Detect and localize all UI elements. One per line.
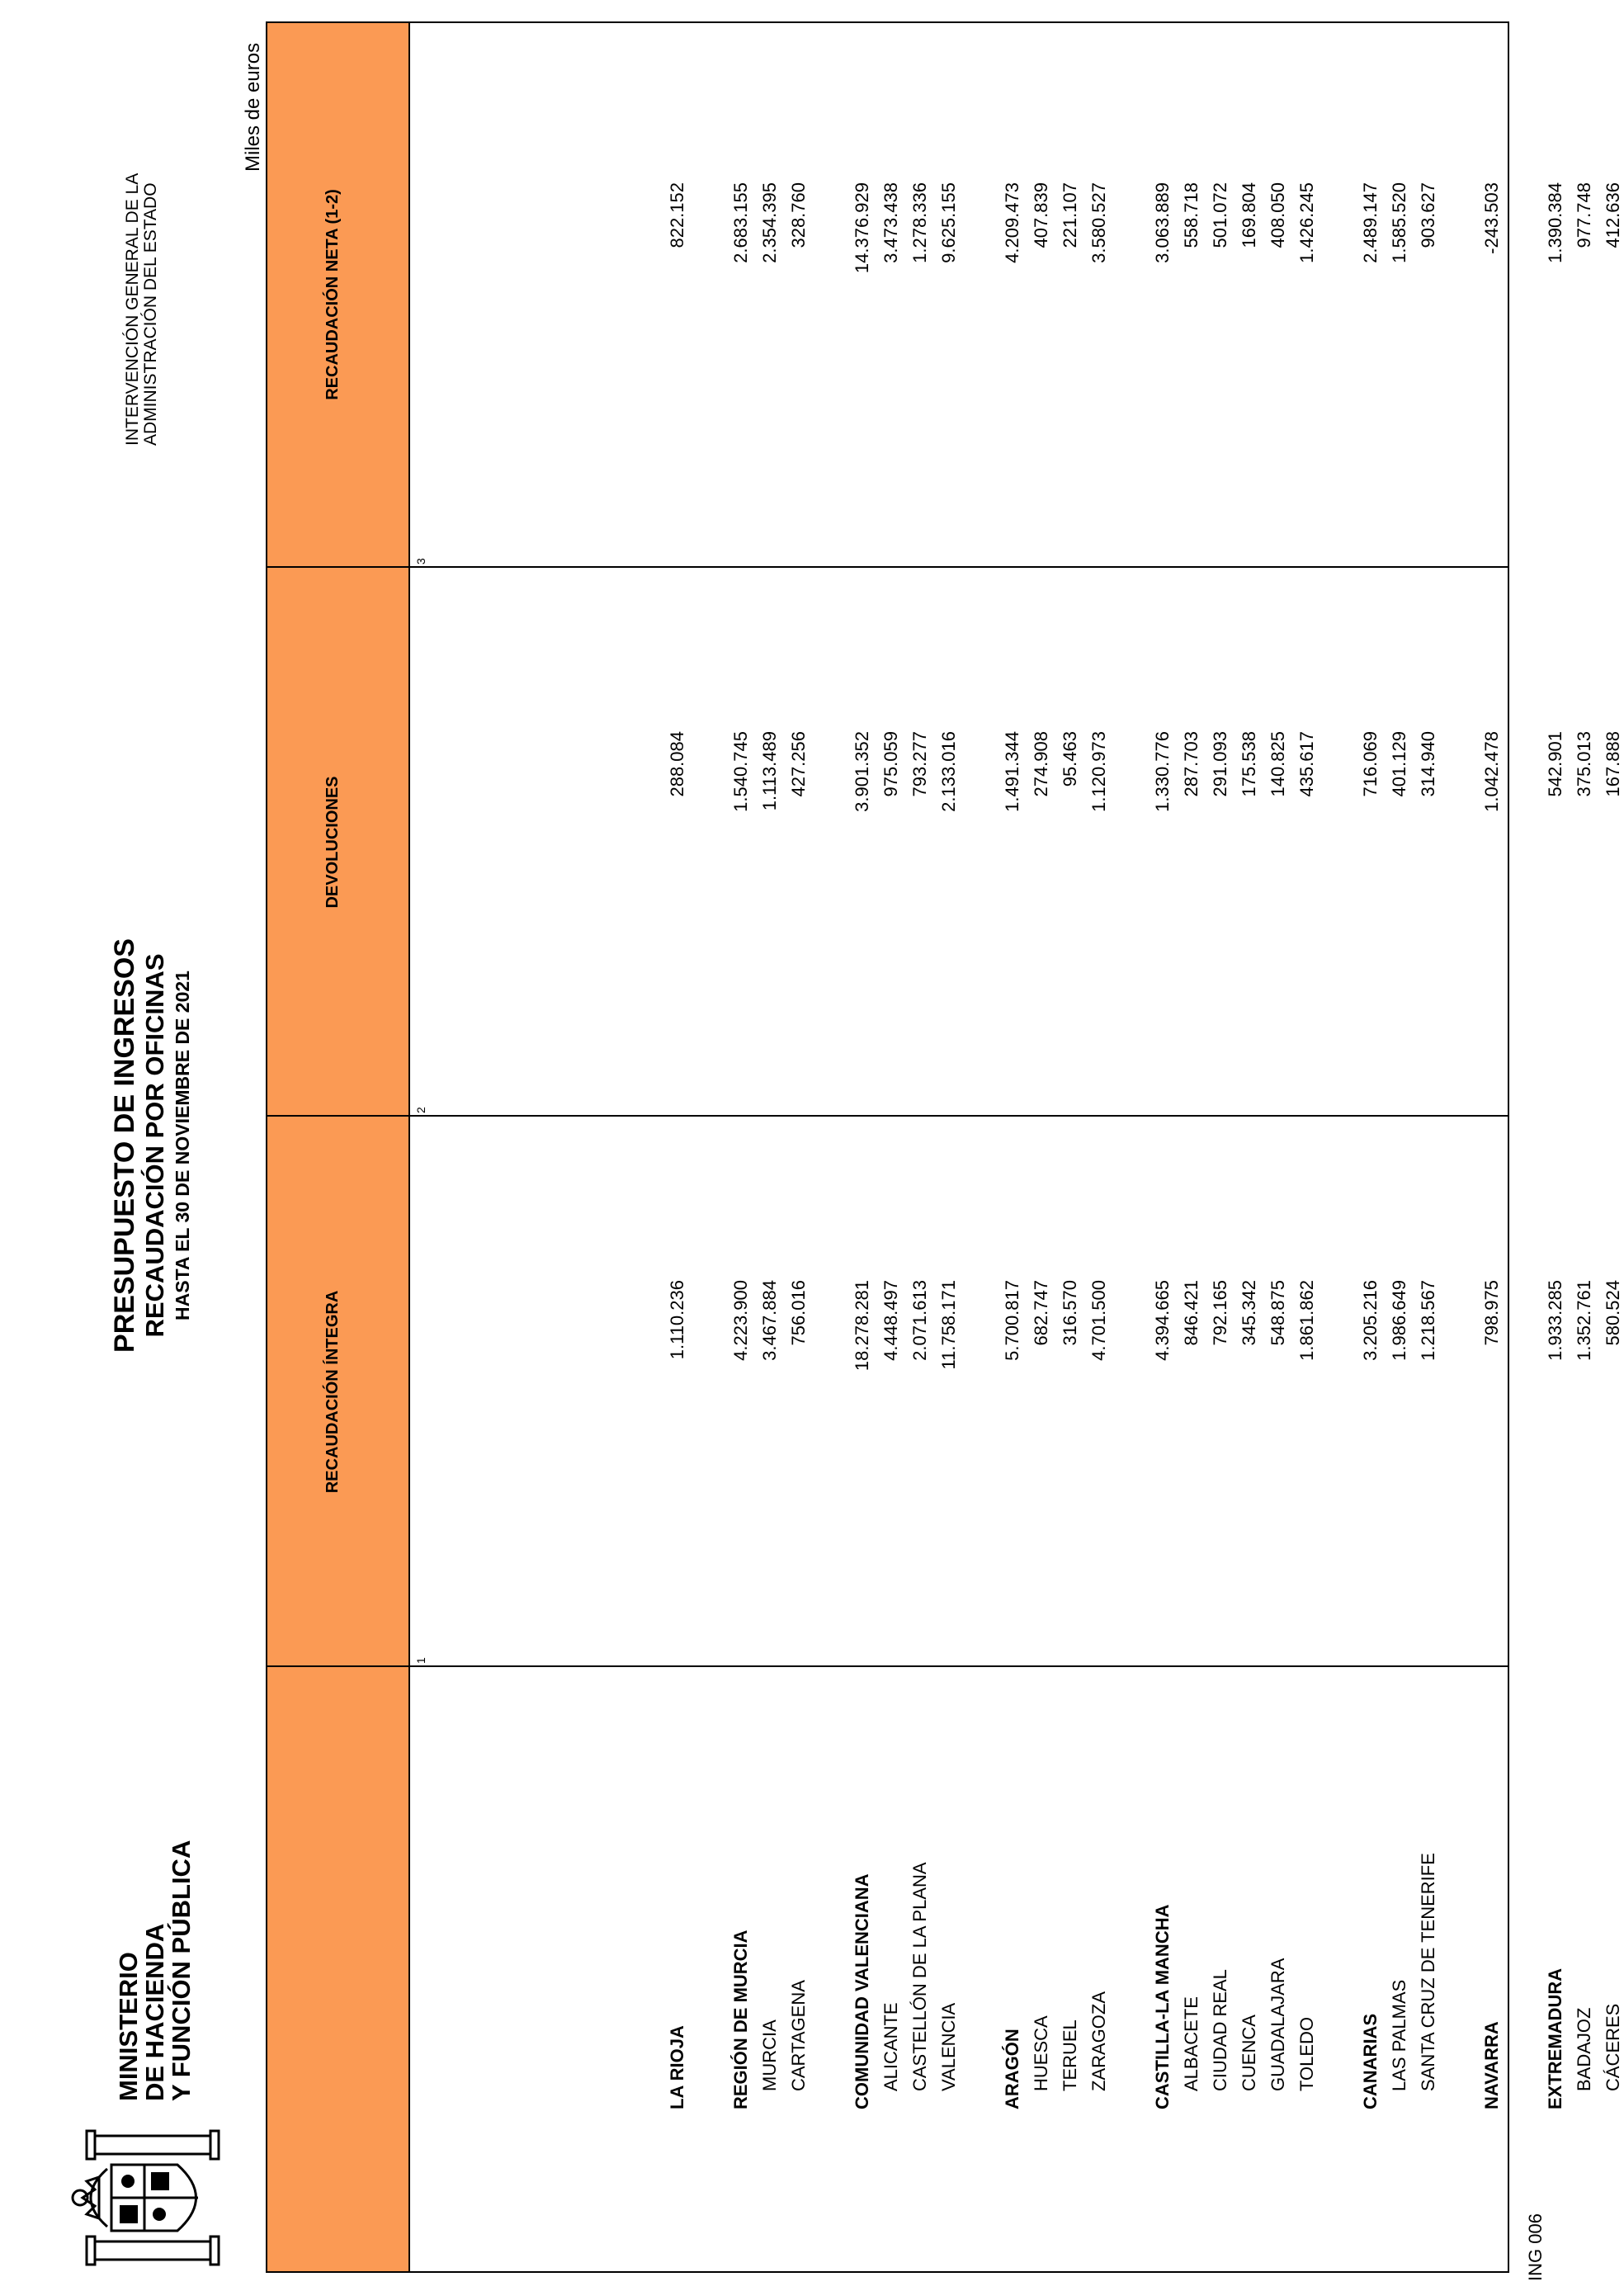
page-title: PRESUPUESTO DE INGRESOS xyxy=(109,938,140,1353)
agency-line: INTERVENCIÓN GENERAL DE LA xyxy=(123,172,142,446)
refunds-value: 288.084 xyxy=(667,731,687,797)
refunds-value: 140.825 xyxy=(1268,731,1288,797)
gross-value: 1.352.761 xyxy=(1574,1280,1594,1361)
refunds-value: 3.901.352 xyxy=(852,731,872,812)
column-number: 2 xyxy=(414,1107,427,1113)
refunds-value: 1.540.745 xyxy=(730,731,751,812)
gross-value: 580.524 xyxy=(1603,1280,1623,1346)
refunds-value: 975.059 xyxy=(880,731,901,797)
region-label: EXTREMADURA xyxy=(1545,1967,1565,2109)
net-value: 1.278.336 xyxy=(909,182,930,263)
refunds-value: 401.129 xyxy=(1389,731,1409,797)
net-value: 3.580.527 xyxy=(1088,182,1109,263)
gross-value: 316.570 xyxy=(1060,1280,1080,1346)
unit-label: Miles de euros xyxy=(242,42,264,172)
gross-value: 682.747 xyxy=(1031,1280,1051,1346)
column-header-gross: RECAUDACIÓN ÍNTEGRA xyxy=(323,1290,342,1494)
region-label: LA RIOJA xyxy=(667,2025,687,2109)
net-value: 1.390.384 xyxy=(1545,182,1565,263)
net-value: 501.072 xyxy=(1210,182,1230,248)
net-value: 822.152 xyxy=(667,182,687,248)
gross-value: 798.975 xyxy=(1481,1280,1502,1346)
region-label: REGIÓN DE MURCIA xyxy=(730,1930,751,2109)
gross-value: 1.933.285 xyxy=(1545,1280,1565,1361)
refunds-value: 427.256 xyxy=(788,731,809,797)
gross-value: 2.071.613 xyxy=(909,1280,930,1361)
net-value: 3.063.889 xyxy=(1152,182,1173,263)
net-value: 903.627 xyxy=(1418,182,1438,248)
net-value: 14.376.929 xyxy=(852,182,872,274)
refunds-value: 716.069 xyxy=(1360,731,1381,797)
page-date: HASTA EL 30 DE NOVIEMBRE DE 2021 xyxy=(172,971,193,1320)
net-value: 169.804 xyxy=(1239,182,1259,248)
office-label: CASTELLÓN DE LA PLANA xyxy=(909,1862,930,2091)
gross-value: 4.448.497 xyxy=(880,1280,901,1361)
footer-code: ING 006 xyxy=(1525,2213,1546,2281)
ministry-line: Y FUNCIÓN PÚBLICA xyxy=(167,1840,196,2101)
column-divider xyxy=(266,566,1509,568)
region-label: NAVARRA xyxy=(1481,2021,1502,2109)
net-value: 977.748 xyxy=(1574,182,1594,248)
column-divider xyxy=(266,1665,1509,1667)
gross-value: 345.342 xyxy=(1239,1280,1259,1346)
office-label: MURCIA xyxy=(759,2019,780,2091)
office-label: ZARAGOZA xyxy=(1088,1991,1109,2091)
net-value: 328.760 xyxy=(788,182,809,248)
net-value: 407.839 xyxy=(1031,182,1051,248)
gross-value: 3.205.216 xyxy=(1360,1280,1381,1361)
office-label: ALBACETE xyxy=(1181,1996,1201,2091)
refunds-value: 274.908 xyxy=(1031,731,1051,797)
net-value: 2.489.147 xyxy=(1360,182,1381,263)
net-value: 1.585.520 xyxy=(1389,182,1409,263)
office-label: LAS PALMAS xyxy=(1389,1979,1409,2091)
office-label: CARTAGENA xyxy=(788,1980,809,2091)
gross-value: 1.986.649 xyxy=(1389,1280,1409,1361)
office-label: TOLEDO xyxy=(1296,2016,1317,2091)
net-value: 3.473.438 xyxy=(880,182,901,263)
gross-value: 1.218.567 xyxy=(1418,1280,1438,1361)
gross-value: 18.278.281 xyxy=(852,1280,872,1372)
refunds-value: 167.888 xyxy=(1603,731,1623,797)
net-value: 412.636 xyxy=(1603,182,1623,248)
net-value: 9.625.155 xyxy=(938,182,959,263)
gross-value: 792.165 xyxy=(1210,1280,1230,1346)
ministry-line: MINISTERIO xyxy=(114,1952,143,2101)
refunds-value: 793.277 xyxy=(909,731,930,797)
refunds-value: 435.617 xyxy=(1296,731,1317,797)
agency-line: ADMINISTRACIÓN DEL ESTADO xyxy=(141,182,160,446)
gross-value: 1.861.862 xyxy=(1296,1280,1317,1361)
refunds-value: 175.538 xyxy=(1239,731,1259,797)
office-label: GUADALAJARA xyxy=(1268,1958,1288,2091)
office-label: ALICANTE xyxy=(880,2002,901,2091)
refunds-value: 95.463 xyxy=(1060,731,1080,787)
gross-value: 4.223.900 xyxy=(730,1280,751,1361)
refunds-value: 375.013 xyxy=(1574,731,1594,797)
column-header-net: RECAUDACIÓN NETA (1-2) xyxy=(323,189,342,400)
refunds-value: 1.113.489 xyxy=(759,731,780,811)
refunds-value: 1.491.344 xyxy=(1002,731,1022,812)
refunds-value: 1.330.776 xyxy=(1152,731,1173,812)
gross-value: 5.700.817 xyxy=(1002,1280,1022,1361)
refunds-value: 287.703 xyxy=(1181,731,1201,797)
gross-value: 1.110.236 xyxy=(667,1280,687,1360)
region-label: COMUNIDAD VALENCIANA xyxy=(852,1873,872,2109)
column-number: 1 xyxy=(414,1657,427,1664)
refunds-value: 542.901 xyxy=(1545,731,1565,797)
office-label: SANTA CRUZ DE TENERIFE xyxy=(1418,1853,1438,2091)
office-label: HUESCA xyxy=(1031,2015,1051,2091)
net-value: 408.050 xyxy=(1268,182,1288,248)
office-label: VALENCIA xyxy=(938,2002,959,2091)
net-value: 1.426.245 xyxy=(1296,182,1317,263)
refunds-value: 1.120.973 xyxy=(1088,731,1109,812)
net-value: -243.503 xyxy=(1481,182,1502,254)
net-value: 558.718 xyxy=(1181,182,1201,248)
gross-value: 548.875 xyxy=(1268,1280,1288,1346)
region-label: ARAGÓN xyxy=(1002,2029,1022,2109)
refunds-value: 1.042.478 xyxy=(1481,731,1502,812)
refunds-value: 291.093 xyxy=(1210,731,1230,797)
column-number: 3 xyxy=(414,558,427,564)
gross-value: 846.421 xyxy=(1181,1280,1201,1346)
office-label: BADAJOZ xyxy=(1574,2007,1594,2091)
office-label: TERUEL xyxy=(1060,2019,1080,2091)
office-label: CUENCA xyxy=(1239,2015,1259,2091)
office-label: CÁCERES xyxy=(1603,2003,1623,2091)
agency-name xyxy=(124,173,160,446)
column-divider xyxy=(266,1115,1509,1117)
gross-value: 756.016 xyxy=(788,1280,809,1346)
gross-value: 4.394.665 xyxy=(1152,1280,1173,1361)
refunds-value: 314.940 xyxy=(1418,731,1438,797)
net-value: 221.107 xyxy=(1060,182,1080,248)
gross-value: 11.758.171 xyxy=(938,1280,959,1370)
office-label: CIUDAD REAL xyxy=(1210,1969,1230,2091)
net-value: 2.683.155 xyxy=(730,182,751,263)
refunds-value: 2.133.016 xyxy=(938,731,959,812)
gross-value: 4.701.500 xyxy=(1088,1280,1109,1361)
column-header-refunds: DEVOLUCIONES xyxy=(323,776,342,909)
net-value: 4.209.473 xyxy=(1002,182,1022,263)
page-subtitle: RECAUDACIÓN POR OFICINAS xyxy=(140,953,169,1338)
gross-value: 3.467.884 xyxy=(759,1280,780,1361)
net-value: 2.354.395 xyxy=(759,182,780,263)
region-label: CASTILLA-LA MANCHA xyxy=(1152,1904,1173,2109)
region-label: CANARIAS xyxy=(1360,2013,1381,2109)
ministry-line: DE HACIENDA xyxy=(140,1923,169,2101)
